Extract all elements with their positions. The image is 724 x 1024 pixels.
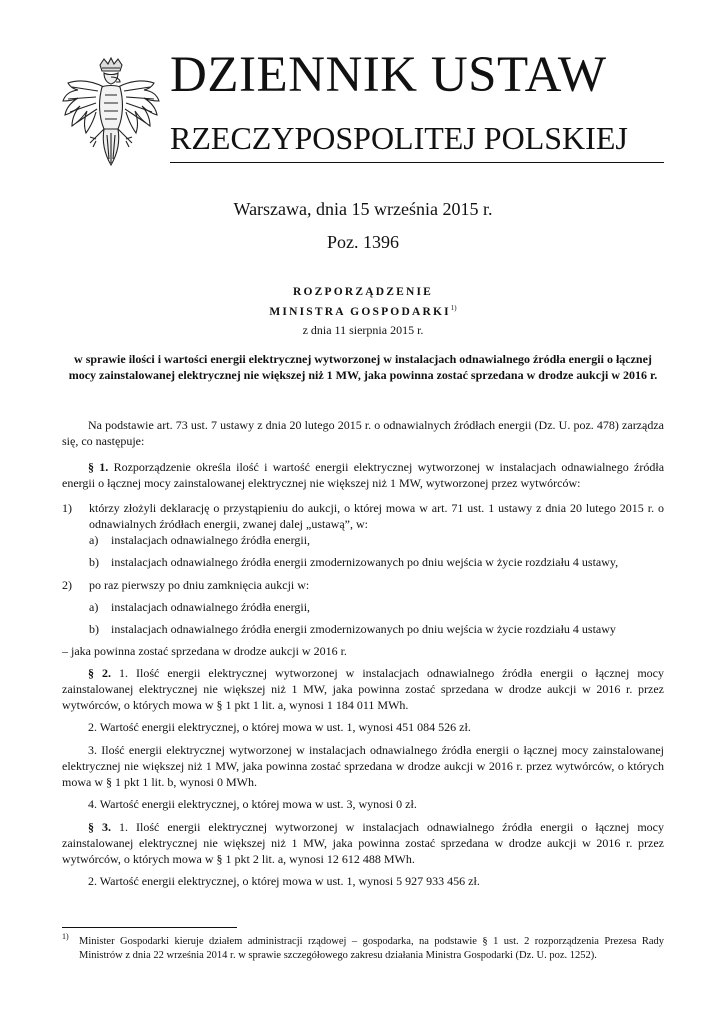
point-2a-letter: a) <box>89 600 99 614</box>
act-date: z dnia 11 sierpnia 2015 r. <box>302 323 424 337</box>
act-issuer <box>62 304 664 318</box>
dateline: Warszawa, dnia 15 września 2015 r. <box>233 199 493 219</box>
point-2a-text: instalacjach odnawialnego źródła energii, <box>111 600 311 614</box>
section-1-mark: § 1. <box>88 460 109 474</box>
masthead-divider <box>170 162 664 163</box>
section-2-paragraph-2: 2. Wartość energii elektrycznej, o której mowa w ust. 1, wynosi 451 084 526 zł. <box>88 720 471 734</box>
point-1a-text: instalacjach odnawialnego źródła energii, <box>111 533 311 547</box>
footnote-reference: 1) <box>450 304 457 312</box>
section-3-mark: § 3. <box>88 820 111 834</box>
section-3-paragraph-1-text: 1. Ilość energii elektrycznej wytworzonej w instalacjach odnawialnego źródła energii o łącznej mocy zainstalowanej elektrycznej nie większej niż 1 MW, jaka powinna zostać sprzedana w drodze aukcji w 2016 r. przez wytwórców, o których mowa w § 1 pkt 2 lit. a, wynosi 12 612 488 MWh. <box>62 820 664 866</box>
footnote-text: Minister Gospodarki kieruje działem administracji rządowej – gospodarka, na podstawie § 1 ust. 2 rozporządzenia Prezesa Rady Ministrów z dnia 22 września 2014 r. w sprawie szczegółowego zakresu działania Ministra Gospodarki (Dz. U. poz. 1252). <box>79 936 664 961</box>
point-1b-letter: b) <box>89 555 99 569</box>
journal-subtitle: RZECZYPOSPOLITEJ POLSKIEJ <box>170 120 628 156</box>
point-2-number: 2) <box>62 578 72 592</box>
section-3-paragraph-2: 2. Wartość energii elektrycznej, o której mowa w ust. 1, wynosi 5 927 933 456 zł. <box>88 874 480 888</box>
preamble: Na podstawie art. 73 ust. 7 ustawy z dnia 20 lutego 2015 r. o odnawialnych źródłach energii (Dz. U. poz. 478) zarządza się, co następuje: <box>62 418 664 448</box>
issuer-name: MINISTRA GOSPODARKI <box>269 305 451 318</box>
section-1-closing: – jaka powinna zostać sprzedana w drodze aukcji w 2016 r. <box>62 644 347 658</box>
section-2-mark: § 2. <box>88 666 111 680</box>
point-2-text: po raz pierwszy po dniu zamknięcia aukcji w: <box>89 578 310 592</box>
point-2b-text: instalacjach odnawialnego źródła energii zmodernizowanych po dniu wejścia w życie rozdziału 4 ustawy <box>111 622 616 636</box>
section-3-paragraph-1 <box>62 819 664 867</box>
section-2-paragraph-1 <box>62 665 664 713</box>
footnote-divider <box>62 927 237 928</box>
point-1-number: 1) <box>62 501 72 515</box>
point-2b-letter: b) <box>89 622 99 636</box>
footnote-mark: 1) <box>62 932 69 941</box>
journal-title: DZIENNIK USTAW <box>170 47 607 103</box>
section-2-paragraph-3: 3. Ilość energii elektrycznej wytworzonej w instalacjach odnawialnego źródła energii o łącznej mocy zainstalowanej elektrycznej nie większej niż 1 MW, jaka powinna zostać sprzedana w drodze aukcji w 2016 r. przez wytwórców, o których mowa w § 1 pkt 1 lit. b, wynosi 0 MWh. <box>62 743 664 789</box>
point-1-text: którzy złożyli deklarację o przystąpieniu do aukcji, o której mowa w art. 71 ust. 1 ustawy z dnia 20 lutego 2015 r. o odnawialnych źródłach energii, zwanej dalej „ustawą”, w: <box>89 501 664 531</box>
point-1a-letter: a) <box>89 533 99 547</box>
section-1-intro <box>62 459 664 491</box>
point-1b-text: instalacjach odnawialnego źródła energii zmodernizowanych po dniu wejścia w życie rozdziału 4 ustawy, <box>111 555 619 569</box>
coat-of-arms-eagle-icon <box>60 57 162 169</box>
act-title: w sprawie ilości i wartości energii elektrycznej wytworzonej w instalacjach odnawialnego źródła energii o łącznej mocy zainstalowanej elektrycznej nie większej niż 1 MW, jaka powinna zostać sprzedana w drodze aukcji w 2016 r. <box>68 352 658 382</box>
position-number: Poz. 1396 <box>327 232 399 252</box>
section-1-intro-text: Rozporządzenie określa ilość i wartość energii elektrycznej wytworzonej w instalacjach odnawialnego źródła energii o łącznej mocy zainstalowanej elektrycznej nie większej niż 1 MW, wytworzonej przez wytwórców: <box>62 460 665 490</box>
act-type: ROZPORZĄDZENIE <box>292 286 434 298</box>
section-2-paragraph-1-text: 1. Ilość energii elektrycznej wytworzonej w instalacjach odnawialnego źródła energii o łącznej mocy zainstalowanej elektrycznej nie większej niż 1 MW, jaka powinna zostać sprzedana w drodze aukcji w 2016 r. przez wytwórców, o których mowa w § 1 pkt 1 lit. a, wynosi 1 184 011 MWh. <box>62 666 664 712</box>
section-2-paragraph-4: 4. Wartość energii elektrycznej, o której mowa w ust. 3, wynosi 0 zł. <box>88 797 417 811</box>
